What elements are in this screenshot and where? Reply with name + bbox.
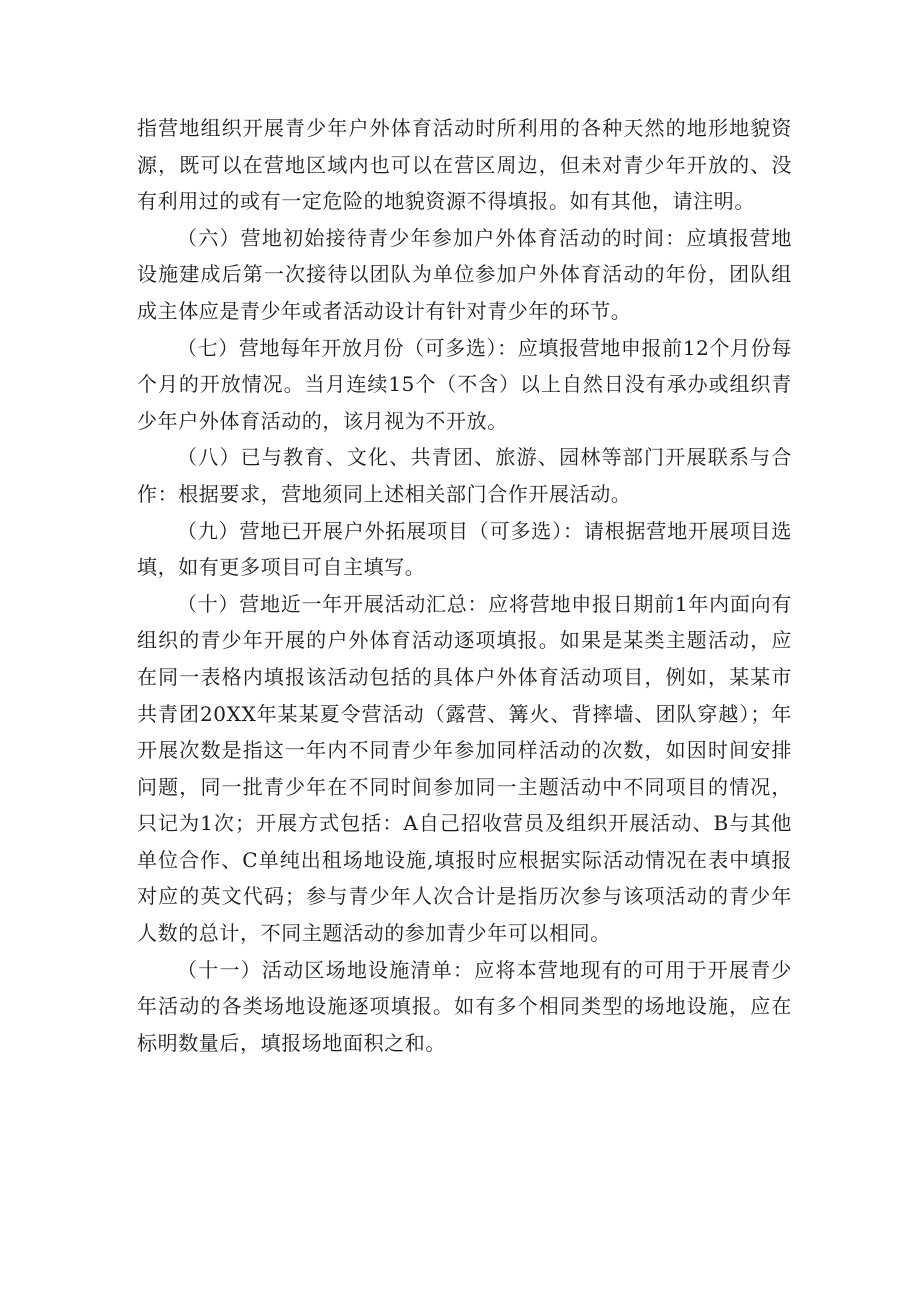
- paragraph-item-9: （九）营地已开展户外拓展项目（可多选）：请根据营地开展项目选填，如有更多项目可自主填写。: [137, 518, 792, 580]
- paragraph-item-6: （六）营地初始接待青少年参加户外体育活动的时间：应填报营地设施建成后第一次接待以团队为单位参加户外体育活动的年份，团队组成主体应是青少年或者活动设计有针对青少年的环节。: [137, 225, 792, 323]
- paragraph-item-7: （七）营地每年开放月份（可多选）：应填报营地申报前12个月份每个月的开放情况。当月连续15个（不含）以上自然日没有承办或组织青少年户外体育活动的，该月视为不开放。: [137, 335, 792, 433]
- paragraph-terrain-continuation: 指营地组织开展青少年户外体育活动时所利用的各种天然的地形地貌资源，既可以在营地区域内也可以在营区周边，但未对青少年开放的、没有利用过的或有一定危险的地貌资源不得填报。如有其他，请注明。: [137, 116, 792, 214]
- paragraph-item-11: （十一）活动区场地设施清单：应将本营地现有的可用于开展青少年活动的各类场地设施逐项填报。如有多个相同类型的场地设施，应在标明数量后，填报场地面积之和。: [137, 957, 792, 1055]
- document-body: [137, 110, 792, 1061]
- paragraph-item-8: （八）已与教育、文化、共青团、旅游、园林等部门开展联系与合作：根据要求，营地须同上述相关部门合作开展活动。: [137, 445, 792, 506]
- paragraph-item-10: （十）营地近一年开展活动汇总：应将营地申报日期前1年内面向有组织的青少年开展的户外体育活动逐项填报。如果是某类主题活动，应在同一表格内填报该活动包括的具体户外体育活动项目，例如，某某市共青团20XX年某某夏令营活动（露营、篝火、背摔墙、团队穿越）；年开展次数是指这一年内不同青少年参加同样活动的次数，如因时间安排问题，同一批青少年在不同时间参加同一主题活动中不同项目的情况，只记为1次；开展方式包括：A自己招收营员及组织开展活动、B与其他单位合作、C单纯出租场地设施,填报时应根据实际活动情况在表中填报对应的英文代码；参与青少年人次合计是指历次参与该项活动的青少年人数的总计，不同主题活动的参加青少年可以相同。: [137, 591, 792, 946]
